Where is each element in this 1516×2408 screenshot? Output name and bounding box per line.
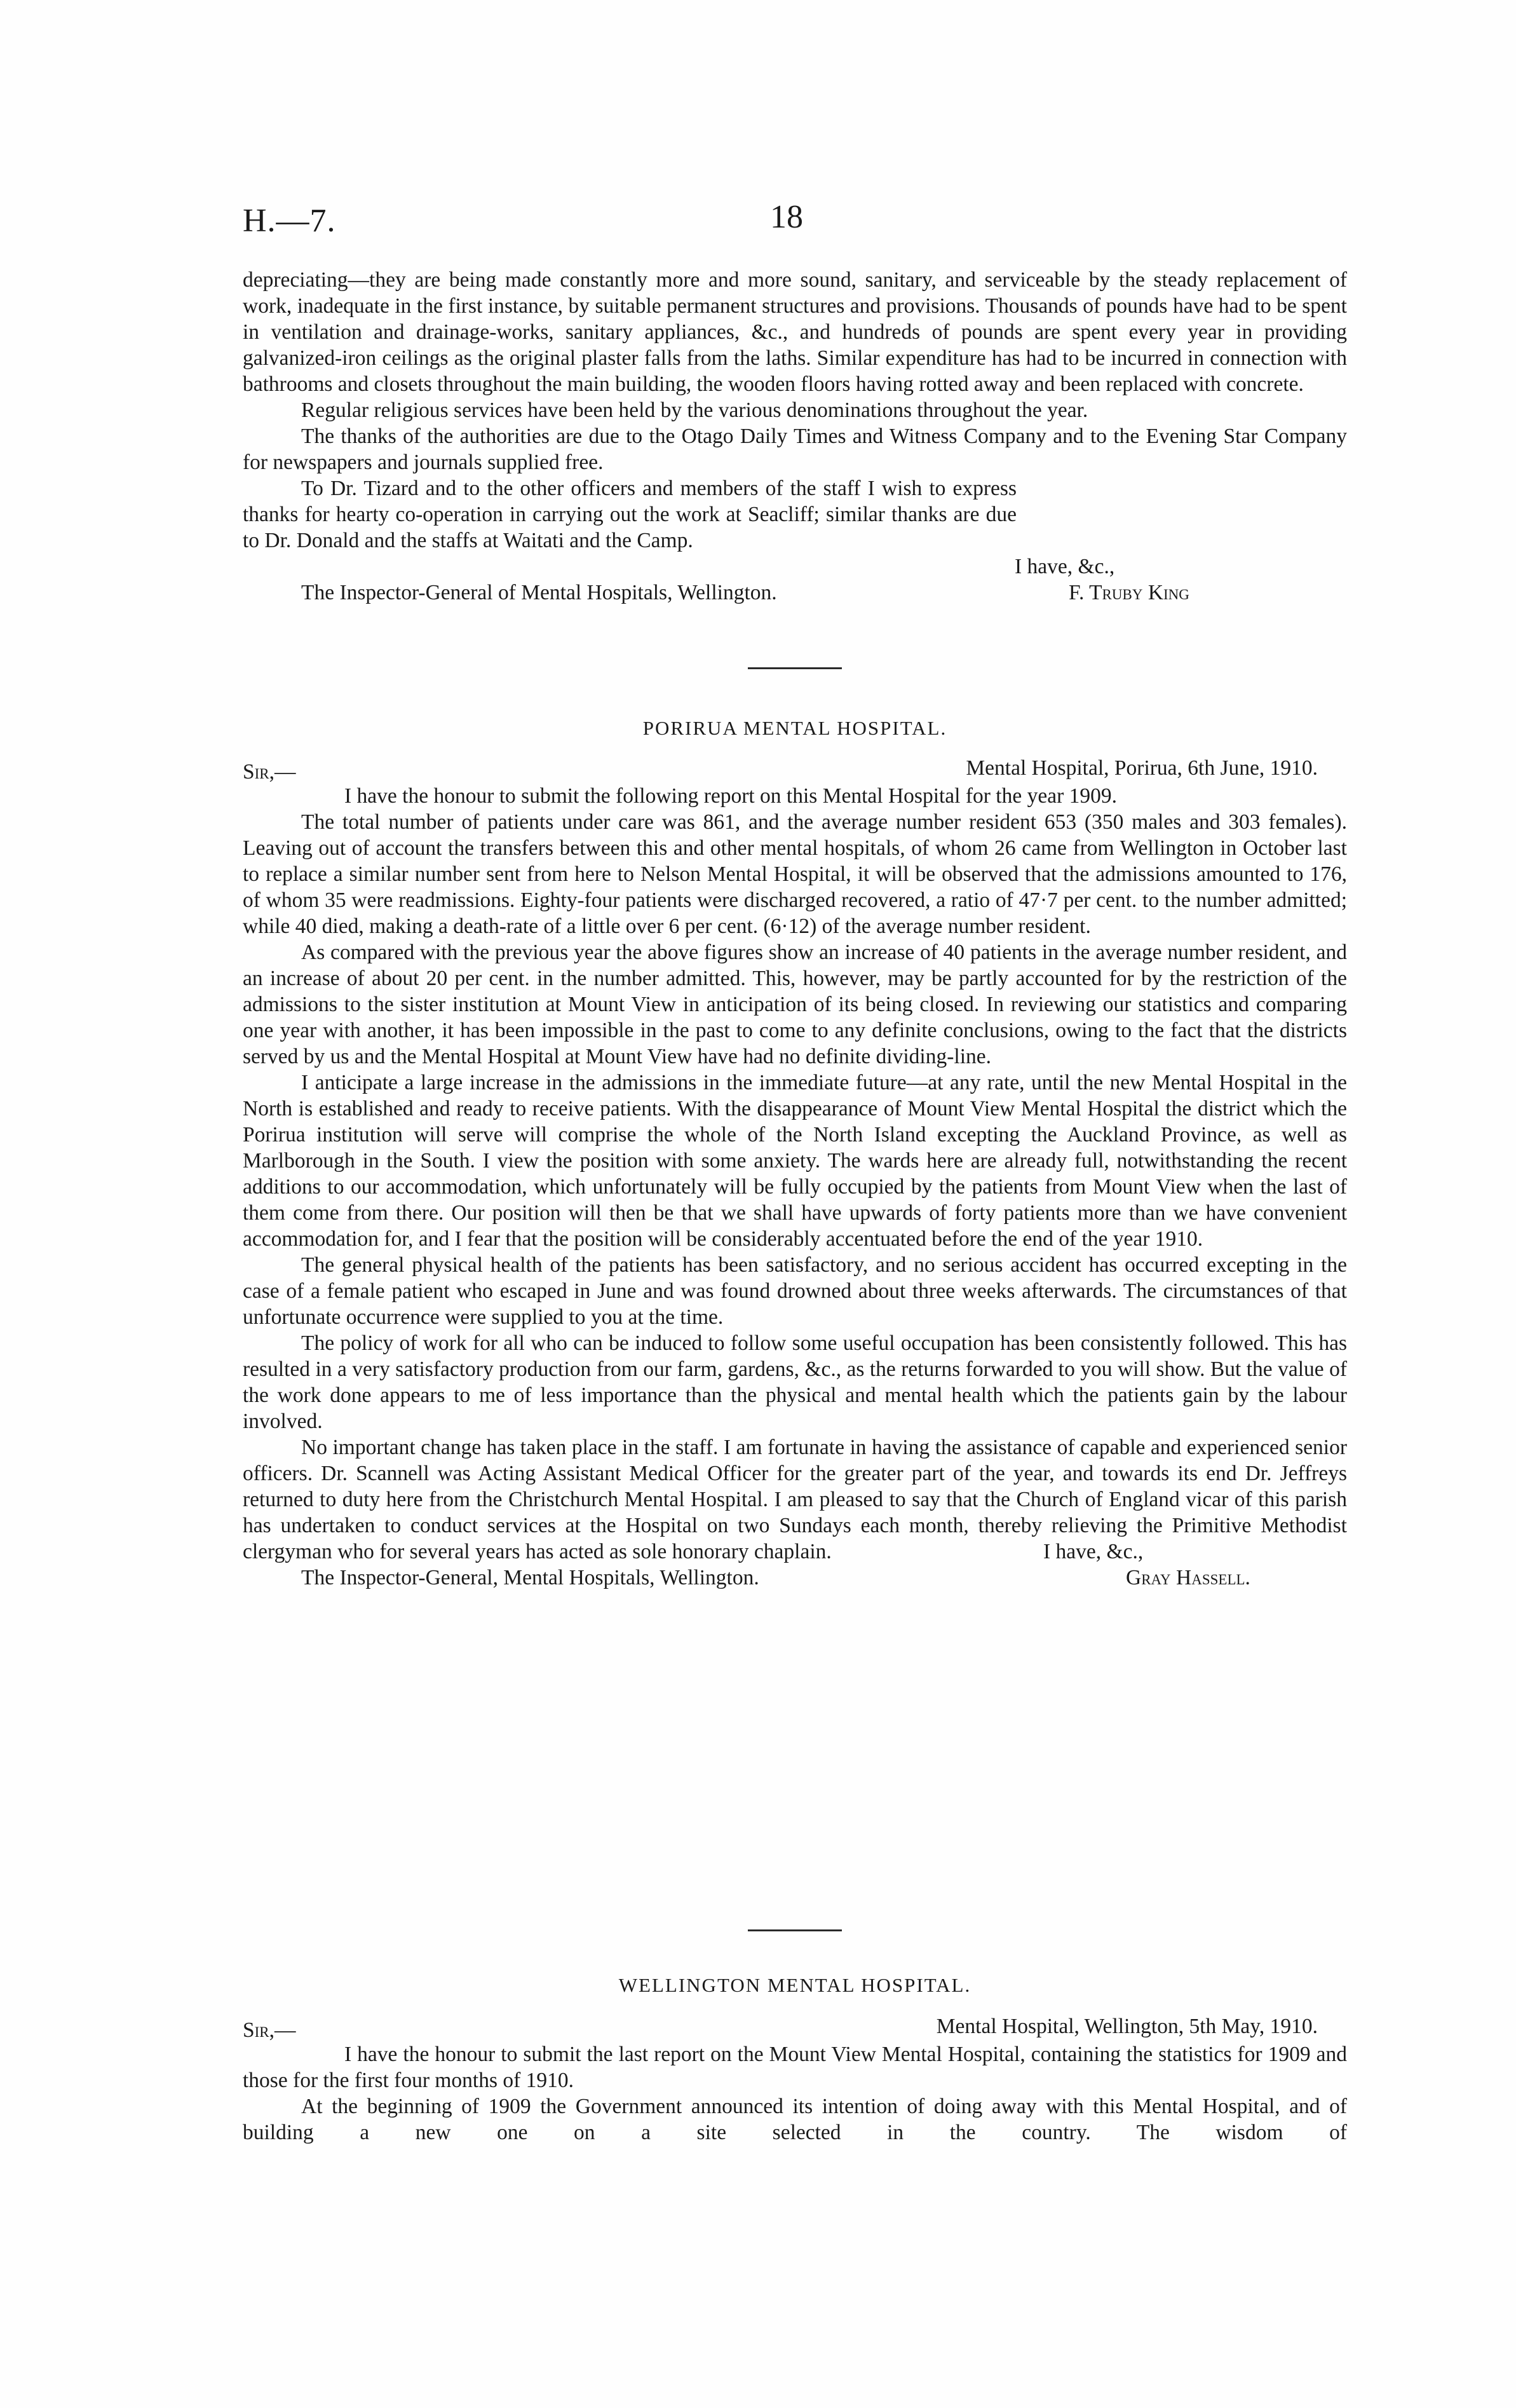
paragraph: No important change has taken place in the staff. I am fortunate in having the assistance of capable and experienced senior officers. Dr. Scannell was Acting Assistant Medical Officer for the greater part of the year, and towards its end Dr. Jeffreys returned to duty here from the Christchurch Mental Hospital. I am pleased to say that the Church of England vicar of this parish has undertaken to conduct services at the Hospital on two Sundays each month, thereby relieving the Primitive Methodist clergyman who for several years has acted as sole honorary chaplain. — [243, 1436, 1347, 1563]
paragraph: At the beginning of 1909 the Government announced its intention of doing away with this Mental Hospital, and of building a new one on a site selected in the country. The wisdom of — [243, 2095, 1347, 2144]
paragraph: I have the honour to submit the last report on the Mount View Mental Hospital, containing the statistics for 1909 and those for the first four months of 1910. — [243, 2043, 1347, 2092]
closing: I have, &c., — [1015, 555, 1115, 578]
paragraph: The policy of work for all who can be induced to follow some useful occupation has been consistently followed. This has resulted in a very satisfactory production from our farm, gardens, &c., as the returns forwarded to you will show. But the value of the work done appears to me of less importance than the physical and mental health which the patients gain by the labour involved. — [243, 1331, 1347, 1433]
section-divider — [748, 667, 842, 669]
addressee: The Inspector-General of Mental Hospitals, Wellington. — [301, 581, 777, 604]
paragraph: The total number of patients under care was 861, and the average number resident 653 (350 males and 303 females). Leaving out of account the transfers between this and other mental hospitals, of whom 26 came from Wellington in October last to replace a similar number sent from here to Nelson Mental Hospital, it will be observed that the admissions amounted to 176, of whom 35 were readmissions. Eighty-four patients were discharged recovered, a ratio of 47·7 per cent. to the number admitted; while 40 died, making a death-rate of a little over 6 per cent. (6·12) of the average number resident. — [243, 810, 1347, 938]
salutation: Sir,— — [243, 760, 296, 784]
paragraph: The general physical health of the patients has been satisfactory, and no serious accident has occurred excepting in the case of a female patient who escaped in June and was found drowned about three weeks afterwards. The circumstances of that unfortunate occurrence were supplied to you at the time. — [243, 1253, 1347, 1329]
letter-address: Mental Hospital, Porirua, 6th June, 1910. — [966, 756, 1318, 780]
letter-address: Mental Hospital, Wellington, 5th May, 1910. — [936, 2015, 1318, 2038]
salutation: Sir,— — [243, 2018, 296, 2042]
addressee: The Inspector-General, Mental Hospitals, Wellington. — [301, 1566, 759, 1589]
salutation-line — [243, 755, 1347, 783]
page-header — [243, 199, 1355, 247]
section-divider — [748, 1929, 842, 1931]
wellington-title: WELLINGTON MENTAL HOSPITAL. — [618, 1974, 971, 1996]
paragraph: To Dr. Tizard and to the other officers and members of the staff I wish to express thanks for hearty co-operation in carrying out the work at Seacliff; similar thanks are due to Dr. Donald and the staffs at Waitati and the Camp. — [243, 477, 1017, 552]
porirua-title: PORIRUA MENTAL HOSPITAL. — [642, 717, 947, 739]
addressee-row — [243, 1565, 1347, 1591]
paragraph: As compared with the previous year the above figures show an increase of 40 patients in the average number resident, and an increase of about 20 per cent. in the number admitted. This, however, may be partly accounted for by the restriction of the admissions to the sister institution at Mount View in anticipation of its being closed. In reviewing our statistics and comparing one year with another, it has been impossible in the past to come to any definite conclusions, owing to the fact that the districts served by us and the Mental Hospital at Mount View have had no definite dividing-line. — [243, 941, 1347, 1068]
porirua-report — [243, 755, 1347, 1591]
salutation-line — [243, 2013, 1347, 2041]
signature: Gray Hassell. — [1126, 1566, 1250, 1589]
document-code: H.—7. — [243, 203, 336, 239]
signature: F. Truby King — [1069, 581, 1189, 604]
paragraph: Regular religious services have been held by the various denominations throughout the year. — [301, 398, 1088, 422]
addressee-row — [243, 580, 1347, 606]
paragraph: depreciating—they are being made constantly more and more sound, sanitary, and serviceable by the steady replacement of work, inadequate in the first instance, by suitable permanent structures and provisions. Thousands of pounds have had to be spent in ventilation and drainage-works, sanitary appliances, &c., and hundreds of pounds are spent every year in providing galvanized-iron ceilings as the original plaster falls from the laths. Similar expenditure has had to be incurred in connection with bathrooms and closets throughout the main building, the wooden floors having rotted away and been replaced with concrete. — [243, 268, 1347, 396]
closing: I have, &c., — [1043, 1540, 1144, 1563]
paragraph: I have the honour to submit the following report on this Mental Hospital for the year 1909. — [344, 784, 1117, 808]
seacliff-address-row — [243, 580, 1347, 606]
paragraph: The thanks of the authorities are due to the Otago Daily Times and Witness Company and to the Evening Star Company for newspapers and journals supplied free. — [243, 425, 1347, 474]
paragraph: I anticipate a large increase in the admissions in the immediate future—at any rate, until the new Mental Hospital in the North is established and ready to receive patients. With the disappearance of Mount View Mental Hospital the district which the Porirua institution will serve will comprise the whole of the North Island excepting the Auckland Province, as well as Marlborough in the South. I view the position with some anxiety. The wards here are already full, notwithstanding the recent additions to our accommodation, which unfortunately will be fully occupied by the patients from Mount View when the last of them come from there. Our position will then be that we shall have upwards of forty patients more than we have convenient accommodation for, and I fear that the position will be considerably accentuated before the end of the year 1910. — [243, 1071, 1347, 1251]
page-number: 18 — [770, 199, 803, 235]
seacliff-report-end — [243, 267, 1347, 554]
wellington-report — [243, 2013, 1347, 2146]
